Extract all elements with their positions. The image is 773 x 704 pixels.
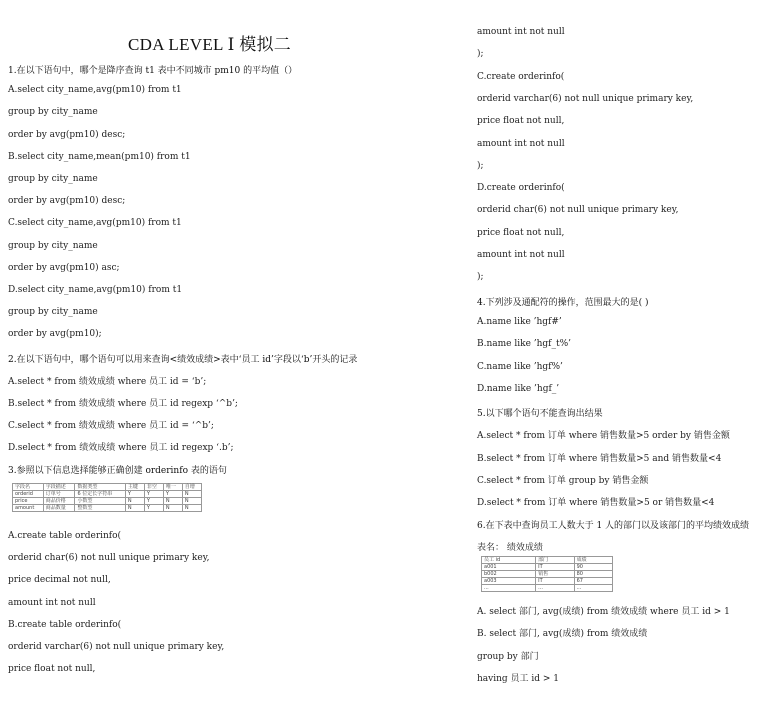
text-line: having 员工 id > 1 [477, 673, 560, 684]
data-table [481, 556, 613, 592]
text-line: C.select * from 绩效成绩 where 员工 id = ‘^b’; [8, 421, 214, 432]
table-cell: N [182, 498, 201, 505]
table-cell: ... [574, 585, 612, 592]
text-line: C.select city_name,avg(pm10) from t1 [8, 218, 182, 229]
table-row [13, 498, 202, 505]
table-row [482, 564, 613, 571]
table-cell: IT [536, 564, 574, 571]
table-cell: Y [144, 498, 163, 505]
table-cell: IT [536, 578, 574, 585]
table-cell: a003 [482, 578, 536, 585]
text-line: A.select city_name,avg(pm10) from t1 [8, 85, 182, 96]
text-line: order by avg(pm10) asc; [8, 262, 120, 273]
text-line: group by city_name [8, 240, 98, 251]
table-cell: N [182, 505, 201, 512]
text-line: amount int not null [477, 27, 565, 37]
text-line: price decimal not null, [8, 575, 111, 586]
table-header-row [13, 484, 202, 491]
text-line: amount int not null [8, 597, 96, 608]
table-cell: 唯一 [163, 484, 182, 491]
text-line: B.select city_name,mean(pm10) from t1 [8, 151, 191, 162]
table-row [482, 571, 613, 578]
text-line: C.select * from 订单 group by 销售金额 [477, 476, 649, 486]
text-line: group by city_name [8, 107, 98, 118]
table-cell: price [13, 498, 44, 505]
text-line: ); [477, 160, 484, 171]
text-line: D.select * from 订单 where 销售数量>5 or 销售数量<4 [477, 498, 715, 509]
text-line: group by city_name [8, 307, 98, 318]
text-line: D.select city_name,avg(pm10) from t1 [8, 285, 183, 295]
text-line: B.select * from 绩效成绩 where 员工 id regexp ‘^b’; [8, 399, 238, 409]
text-line: B.name like ’hgf_t%’ [477, 339, 572, 350]
text-line: B.create table orderinfo( [8, 619, 122, 630]
text-line: ); [477, 49, 484, 60]
table-cell: a001 [482, 564, 536, 571]
table-cell: 数据类型 [75, 484, 125, 491]
table-cell: 部门 [536, 557, 574, 564]
table-cell: N [125, 505, 144, 512]
table-row [482, 585, 613, 592]
question-text: 2.在以下语句中，哪个语句可以用来查询<绩效成绩>表中‘员工 id’字段以‘b’开头的记录 [8, 354, 358, 365]
text-line: group by city_name [8, 174, 98, 184]
table-row [13, 505, 202, 512]
table-cell: 订单号 [43, 491, 75, 498]
table-cell: N [125, 498, 144, 505]
text-line: B. select 部门, avg(成绩) from 绩效成绩 [477, 629, 648, 640]
text-line: C.create orderinfo( [477, 71, 565, 82]
table-cell: 6 位定长字符串 [75, 491, 125, 498]
question-text: 5.以下哪个语句不能查询出结果 [477, 409, 603, 420]
text-line: group by 部门 [477, 651, 539, 662]
text-line: A.select * from 绩效成绩 where 员工 id = ‘b’; [8, 376, 207, 387]
question-text: 3.参照以下信息选择能够正确创建 orderinfo 表的语句 [8, 465, 227, 476]
table-cell: Y [144, 505, 163, 512]
text-line: 表名： 绩效成绩 [477, 542, 543, 553]
text-line: order by avg(pm10); [8, 329, 102, 340]
text-line: orderid varchar(6) not null unique primary key, [477, 93, 694, 104]
text-line: amount int not null [477, 250, 565, 260]
text-line: A. select 部门, avg(成绩) from 绩效成绩 where 员工 id > 1 [477, 607, 730, 617]
table-cell: b002 [482, 571, 536, 578]
table-cell: 整数型 [75, 505, 125, 512]
text-line: ); [477, 272, 484, 283]
table-cell: 80 [574, 571, 612, 578]
table-row [13, 491, 202, 498]
table-cell: 字段描述 [43, 484, 75, 491]
table-cell: Y [144, 491, 163, 498]
table-cell: 商品价格 [43, 498, 75, 505]
text-line: D.create orderinfo( [477, 183, 565, 194]
table-header-row [482, 557, 613, 564]
text-line: D.name like ’hgf_’ [477, 383, 560, 394]
text-line: orderid char(6) not null unique primary key, [477, 205, 679, 216]
table-cell: N [163, 498, 182, 505]
text-line: A.select * from 订单 where 销售数量>5 order by 销售金额 [477, 431, 730, 442]
question-text: 6.在下表中查询员工人数大于 1 人的部门以及该部门的平均绩效成绩 [477, 520, 750, 531]
table-row [482, 578, 613, 585]
table-cell: 销售 [536, 571, 574, 578]
text-line: A.name like ’hgf#’ [477, 316, 562, 327]
text-line: D.select * from 绩效成绩 where 员工 id regexp ‘.b’; [8, 443, 234, 454]
text-line: amount int not null [477, 138, 565, 149]
text-line: order by avg(pm10) desc; [8, 129, 126, 140]
text-line: orderid varchar(6) not null unique primary key, [8, 642, 225, 652]
table-cell: amount [13, 505, 44, 512]
table-cell: 90 [574, 564, 612, 571]
table-cell: 主键 [125, 484, 144, 491]
table-cell: Y [163, 491, 182, 498]
table-cell: 67 [574, 578, 612, 585]
table-cell: 员工 id [482, 557, 536, 564]
table-cell: orderid [13, 491, 44, 498]
table-cell: 自增 [182, 484, 201, 491]
table-cell: 成绩 [574, 557, 612, 564]
table-cell: 商品数量 [43, 505, 75, 512]
text-line: order by avg(pm10) desc; [8, 196, 126, 207]
page-title: CDA LEVEL Ⅰ 模拟二 [128, 35, 292, 54]
table-cell: 小数型 [75, 498, 125, 505]
question-text: 4.下列涉及通配符的操作，范围最大的是( ) [477, 297, 649, 308]
text-line: orderid char(6) not null unique primary key, [8, 553, 210, 564]
text-line: price float not null, [8, 664, 96, 675]
table-cell: 字段名 [13, 484, 44, 491]
table-cell: N [182, 491, 201, 498]
table-cell: ... [536, 585, 574, 592]
text-line: C.name like ’hgf%’ [477, 361, 563, 372]
text-line: price float not null, [477, 116, 565, 127]
text-line: A.create table orderinfo( [8, 531, 122, 541]
table-cell: 非空 [144, 484, 163, 491]
question-text: 1.在以下语句中，哪个是降序查询 t1 表中不同城市 pm10 的平均值（） [8, 66, 298, 76]
text-line: B.select * from 订单 where 销售数量>5 and 销售数量<4 [477, 453, 722, 464]
data-table [12, 483, 202, 512]
table-cell: N [163, 505, 182, 512]
text-line: price float not null, [477, 227, 565, 238]
table-cell: Y [125, 491, 144, 498]
table-cell: ... [482, 585, 536, 592]
